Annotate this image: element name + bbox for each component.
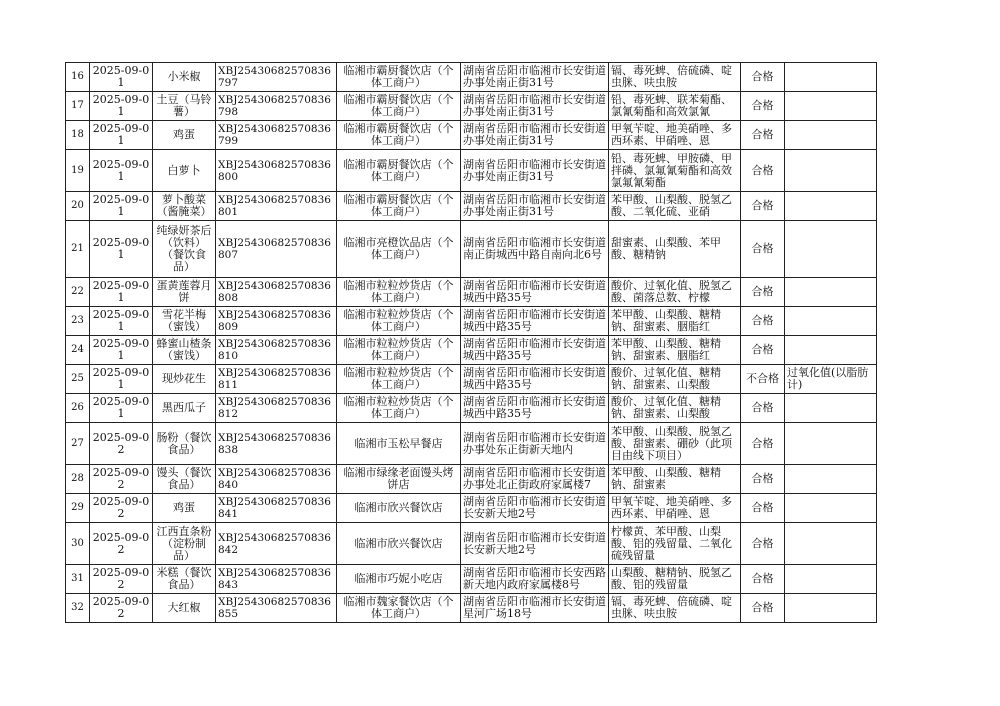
failed-item-remark-cell bbox=[785, 278, 877, 307]
test-items-cell: 山梨酸、糖精钠、脱氢乙酸、铝的残留量 bbox=[609, 565, 741, 594]
row-number-cell: 28 bbox=[66, 465, 90, 494]
table-row bbox=[66, 494, 877, 523]
sample-code-cell: XBJ25430682570836843 bbox=[216, 565, 337, 594]
inspection-date-cell: 2025-09-01 bbox=[90, 121, 153, 150]
row-number-cell: 25 bbox=[66, 365, 90, 394]
unit-address-cell: 湖南省岳阳市临湘市长安街道城西中路35号 bbox=[461, 394, 609, 423]
sampled-unit-cell: 临湘市绿缘老面馒头烤饼店 bbox=[337, 465, 461, 494]
row-number-cell: 29 bbox=[66, 494, 90, 523]
test-items-cell: 甲氧苄啶、地美硝唑、多西环素、甲硝唑、恩 bbox=[609, 121, 741, 150]
row-number-cell: 16 bbox=[66, 63, 90, 92]
failed-item-remark-cell bbox=[785, 423, 877, 465]
sampled-unit-cell: 临湘市粒粒炒货店（个体工商户） bbox=[337, 365, 461, 394]
test-result-cell: 合格 bbox=[741, 92, 785, 121]
row-number-cell: 21 bbox=[66, 221, 90, 278]
inspection-date-cell: 2025-09-01 bbox=[90, 150, 153, 192]
sample-code-cell: XBJ25430682570836799 bbox=[216, 121, 337, 150]
sampled-unit-cell: 临湘市欣兴餐饮店 bbox=[337, 494, 461, 523]
sampled-unit-cell: 临湘市粒粒炒货店（个体工商户） bbox=[337, 394, 461, 423]
table-row bbox=[66, 594, 877, 623]
test-items-cell: 苯甲酸、山梨酸、脱氢乙酸、甜蜜素、硼砂（此项目由线下项目） bbox=[609, 423, 741, 465]
table-row bbox=[66, 150, 877, 192]
unit-address-cell: 湖南省岳阳市临湘市长安街道办事处东正街新天地内 bbox=[461, 423, 609, 465]
sample-code-cell: XBJ25430682570836812 bbox=[216, 394, 337, 423]
failed-item-remark-cell bbox=[785, 494, 877, 523]
test-result-cell: 合格 bbox=[741, 121, 785, 150]
sampled-unit-cell: 临湘市霸厨餐饮店（个体工商户） bbox=[337, 92, 461, 121]
failed-item-remark-cell bbox=[785, 523, 877, 565]
sample-code-cell: XBJ25430682570836797 bbox=[216, 63, 337, 92]
test-result-cell: 不合格 bbox=[741, 365, 785, 394]
failed-item-remark-cell bbox=[785, 465, 877, 494]
table-row bbox=[66, 278, 877, 307]
test-result-cell: 合格 bbox=[741, 523, 785, 565]
sampled-unit-cell: 临湘市霸厨餐饮店（个体工商户） bbox=[337, 192, 461, 221]
row-number-cell: 23 bbox=[66, 307, 90, 336]
inspection-date-cell: 2025-09-01 bbox=[90, 336, 153, 365]
sampled-unit-cell: 临湘市粒粒炒货店（个体工商户） bbox=[337, 336, 461, 365]
table-row bbox=[66, 394, 877, 423]
test-items-cell: 苯甲酸、山梨酸、脱氢乙酸、二氧化硫、亚硝 bbox=[609, 192, 741, 221]
test-result-cell: 合格 bbox=[741, 192, 785, 221]
table-row bbox=[66, 192, 877, 221]
test-items-cell: 镉、毒死蜱、倍硫磷、啶虫脒、呋虫胺 bbox=[609, 594, 741, 623]
table-row bbox=[66, 63, 877, 92]
inspection-date-cell: 2025-09-01 bbox=[90, 221, 153, 278]
inspection-date-cell: 2025-09-02 bbox=[90, 523, 153, 565]
sample-code-cell: XBJ25430682570836808 bbox=[216, 278, 337, 307]
test-result-cell: 合格 bbox=[741, 221, 785, 278]
inspection-results-table bbox=[65, 62, 877, 623]
sample-code-cell: XBJ25430682570836838 bbox=[216, 423, 337, 465]
failed-item-remark-cell: 过氧化值(以脂肪计) bbox=[785, 365, 877, 394]
row-number-cell: 19 bbox=[66, 150, 90, 192]
inspection-date-cell: 2025-09-01 bbox=[90, 278, 153, 307]
sample-name-cell: 白萝卜 bbox=[153, 150, 216, 192]
failed-item-remark-cell bbox=[785, 394, 877, 423]
unit-address-cell: 湖南省岳阳市临湘市长安街道南正街城西中路自南向北6号 bbox=[461, 221, 609, 278]
table-row bbox=[66, 307, 877, 336]
sample-name-cell: 萝卜酸菜（酱腌菜） bbox=[153, 192, 216, 221]
unit-address-cell: 湖南省岳阳市临湘市长安街道城西中路35号 bbox=[461, 365, 609, 394]
table-row bbox=[66, 423, 877, 465]
sampled-unit-cell: 临湘市霸厨餐饮店（个体工商户） bbox=[337, 150, 461, 192]
unit-address-cell: 湖南省岳阳市临湘市长安街道城西中路35号 bbox=[461, 278, 609, 307]
sample-code-cell: XBJ25430682570836800 bbox=[216, 150, 337, 192]
sampled-unit-cell: 临湘市霸厨餐饮店（个体工商户） bbox=[337, 121, 461, 150]
unit-address-cell: 湖南省岳阳市临湘市长安街道办事处南正街31号 bbox=[461, 63, 609, 92]
test-result-cell: 合格 bbox=[741, 278, 785, 307]
table-row bbox=[66, 465, 877, 494]
test-result-cell: 合格 bbox=[741, 336, 785, 365]
test-items-cell: 镉、毒死蜱、倍硫磷、啶虫脒、呋虫胺 bbox=[609, 63, 741, 92]
test-items-cell: 柠檬黄、苯甲酸、山梨酸、铝的残留量、二氧化硫残留量 bbox=[609, 523, 741, 565]
unit-address-cell: 湖南省岳阳市临湘市长安街道长安新天地2号 bbox=[461, 494, 609, 523]
test-result-cell: 合格 bbox=[741, 465, 785, 494]
test-result-cell: 合格 bbox=[741, 423, 785, 465]
failed-item-remark-cell bbox=[785, 150, 877, 192]
row-number-cell: 20 bbox=[66, 192, 90, 221]
sample-name-cell: 馒头（餐饮食品） bbox=[153, 465, 216, 494]
sample-name-cell: 现炒花生 bbox=[153, 365, 216, 394]
test-result-cell: 合格 bbox=[741, 150, 785, 192]
unit-address-cell: 湖南省岳阳市临湘市长安街道办事处北正街政府家属楼7 bbox=[461, 465, 609, 494]
sampled-unit-cell: 临湘市亮橙饮品店（个体工商户） bbox=[337, 221, 461, 278]
sample-code-cell: XBJ25430682570836809 bbox=[216, 307, 337, 336]
row-number-cell: 30 bbox=[66, 523, 90, 565]
sample-code-cell: XBJ25430682570836807 bbox=[216, 221, 337, 278]
inspection-date-cell: 2025-09-02 bbox=[90, 494, 153, 523]
sample-name-cell: 小米椒 bbox=[153, 63, 216, 92]
test-result-cell: 合格 bbox=[741, 565, 785, 594]
sampled-unit-cell: 临湘市欣兴餐饮店 bbox=[337, 523, 461, 565]
table-row bbox=[66, 221, 877, 278]
sample-name-cell: 肠粉（餐饮食品） bbox=[153, 423, 216, 465]
test-items-cell: 苯甲酸、山梨酸、糖精钠、甜蜜素、胭脂红 bbox=[609, 336, 741, 365]
sample-name-cell: 大红椒 bbox=[153, 594, 216, 623]
sample-code-cell: XBJ25430682570836810 bbox=[216, 336, 337, 365]
test-items-cell: 甲氧苄啶、地美硝唑、多西环素、甲硝唑、恩 bbox=[609, 494, 741, 523]
sampled-unit-cell: 临湘市粒粒炒货店（个体工商户） bbox=[337, 307, 461, 336]
sample-name-cell: 蜂蜜山楂条（蜜饯） bbox=[153, 336, 216, 365]
sample-code-cell: XBJ25430682570836841 bbox=[216, 494, 337, 523]
sample-code-cell: XBJ25430682570836801 bbox=[216, 192, 337, 221]
sample-code-cell: XBJ25430682570836842 bbox=[216, 523, 337, 565]
row-number-cell: 18 bbox=[66, 121, 90, 150]
inspection-date-cell: 2025-09-02 bbox=[90, 465, 153, 494]
table-row bbox=[66, 336, 877, 365]
sample-name-cell: 鸡蛋 bbox=[153, 494, 216, 523]
failed-item-remark-cell bbox=[785, 307, 877, 336]
unit-address-cell: 湖南省岳阳市临湘市长安街道办事处南正街31号 bbox=[461, 192, 609, 221]
sample-name-cell: 蛋黄莲蓉月饼 bbox=[153, 278, 216, 307]
failed-item-remark-cell bbox=[785, 565, 877, 594]
unit-address-cell: 湖南省岳阳市临湘市长安街道星河广场18号 bbox=[461, 594, 609, 623]
sampled-unit-cell: 临湘市粒粒炒货店（个体工商户） bbox=[337, 278, 461, 307]
sample-name-cell: 纯绿妍茶后（饮料）（餐饮食品） bbox=[153, 221, 216, 278]
inspection-date-cell: 2025-09-01 bbox=[90, 307, 153, 336]
failed-item-remark-cell bbox=[785, 594, 877, 623]
sample-code-cell: XBJ25430682570836855 bbox=[216, 594, 337, 623]
unit-address-cell: 湖南省岳阳市临湘市长安西路新天地内政府家属楼8号 bbox=[461, 565, 609, 594]
table-row bbox=[66, 365, 877, 394]
test-items-cell: 铅、毒死蜱、联苯菊酯、氯氰菊酯和高效氯氰 bbox=[609, 92, 741, 121]
test-items-cell: 苯甲酸、山梨酸、糖精钠、甜蜜素 bbox=[609, 465, 741, 494]
row-number-cell: 22 bbox=[66, 278, 90, 307]
sample-name-cell: 雪花半梅（蜜饯） bbox=[153, 307, 216, 336]
sample-name-cell: 土豆（马铃薯） bbox=[153, 92, 216, 121]
test-items-cell: 苯甲酸、山梨酸、糖精钠、甜蜜素、胭脂红 bbox=[609, 307, 741, 336]
test-result-cell: 合格 bbox=[741, 494, 785, 523]
unit-address-cell: 湖南省岳阳市临湘市长安街道城西中路35号 bbox=[461, 307, 609, 336]
sampled-unit-cell: 临湘市魏家餐饮店（个体工商户） bbox=[337, 594, 461, 623]
test-result-cell: 合格 bbox=[741, 394, 785, 423]
test-items-cell: 酸价、过氧化值、糖精钠、甜蜜素、山梨酸 bbox=[609, 365, 741, 394]
sample-name-cell: 江西直条粉（淀粉制品） bbox=[153, 523, 216, 565]
table-row bbox=[66, 565, 877, 594]
row-number-cell: 17 bbox=[66, 92, 90, 121]
table-body bbox=[66, 63, 877, 623]
row-number-cell: 31 bbox=[66, 565, 90, 594]
sample-code-cell: XBJ25430682570836798 bbox=[216, 92, 337, 121]
inspection-date-cell: 2025-09-02 bbox=[90, 594, 153, 623]
row-number-cell: 24 bbox=[66, 336, 90, 365]
inspection-date-cell: 2025-09-01 bbox=[90, 63, 153, 92]
sampled-unit-cell: 临湘市霸厨餐饮店（个体工商户） bbox=[337, 63, 461, 92]
test-result-cell: 合格 bbox=[741, 594, 785, 623]
unit-address-cell: 湖南省岳阳市临湘市长安街道长安新天地2号 bbox=[461, 523, 609, 565]
test-result-cell: 合格 bbox=[741, 63, 785, 92]
sample-name-cell: 黑西瓜子 bbox=[153, 394, 216, 423]
inspection-date-cell: 2025-09-01 bbox=[90, 394, 153, 423]
test-result-cell: 合格 bbox=[741, 307, 785, 336]
failed-item-remark-cell bbox=[785, 63, 877, 92]
row-number-cell: 32 bbox=[66, 594, 90, 623]
inspection-date-cell: 2025-09-02 bbox=[90, 423, 153, 465]
inspection-date-cell: 2025-09-02 bbox=[90, 565, 153, 594]
unit-address-cell: 湖南省岳阳市临湘市长安街道办事处南正街31号 bbox=[461, 150, 609, 192]
sample-name-cell: 米糕（餐饮食品） bbox=[153, 565, 216, 594]
failed-item-remark-cell bbox=[785, 121, 877, 150]
test-items-cell: 酸价、过氧化值、糖精钠、甜蜜素、山梨酸 bbox=[609, 394, 741, 423]
inspection-date-cell: 2025-09-01 bbox=[90, 192, 153, 221]
failed-item-remark-cell bbox=[785, 221, 877, 278]
failed-item-remark-cell bbox=[785, 92, 877, 121]
unit-address-cell: 湖南省岳阳市临湘市长安街道城西中路35号 bbox=[461, 336, 609, 365]
failed-item-remark-cell bbox=[785, 192, 877, 221]
inspection-date-cell: 2025-09-01 bbox=[90, 365, 153, 394]
test-items-cell: 酸价、过氧化值、脱氢乙酸、菌落总数、柠檬 bbox=[609, 278, 741, 307]
failed-item-remark-cell bbox=[785, 336, 877, 365]
unit-address-cell: 湖南省岳阳市临湘市长安街道办事处南正街31号 bbox=[461, 92, 609, 121]
test-items-cell: 甜蜜素、山梨酸、苯甲酸、糖精钠 bbox=[609, 221, 741, 278]
table-row bbox=[66, 523, 877, 565]
table-row bbox=[66, 121, 877, 150]
test-items-cell: 铅、毒死蜱、甲胺磷、甲拌磷、氯氟氰菊酯和高效氯氟氰菊酯 bbox=[609, 150, 741, 192]
row-number-cell: 27 bbox=[66, 423, 90, 465]
sampled-unit-cell: 临湘市玉松早餐店 bbox=[337, 423, 461, 465]
inspection-date-cell: 2025-09-01 bbox=[90, 92, 153, 121]
unit-address-cell: 湖南省岳阳市临湘市长安街道办事处南正街31号 bbox=[461, 121, 609, 150]
row-number-cell: 26 bbox=[66, 394, 90, 423]
table-row bbox=[66, 92, 877, 121]
sample-code-cell: XBJ25430682570836840 bbox=[216, 465, 337, 494]
sampled-unit-cell: 临湘市巧妮小吃店 bbox=[337, 565, 461, 594]
sample-name-cell: 鸡蛋 bbox=[153, 121, 216, 150]
sample-code-cell: XBJ25430682570836811 bbox=[216, 365, 337, 394]
